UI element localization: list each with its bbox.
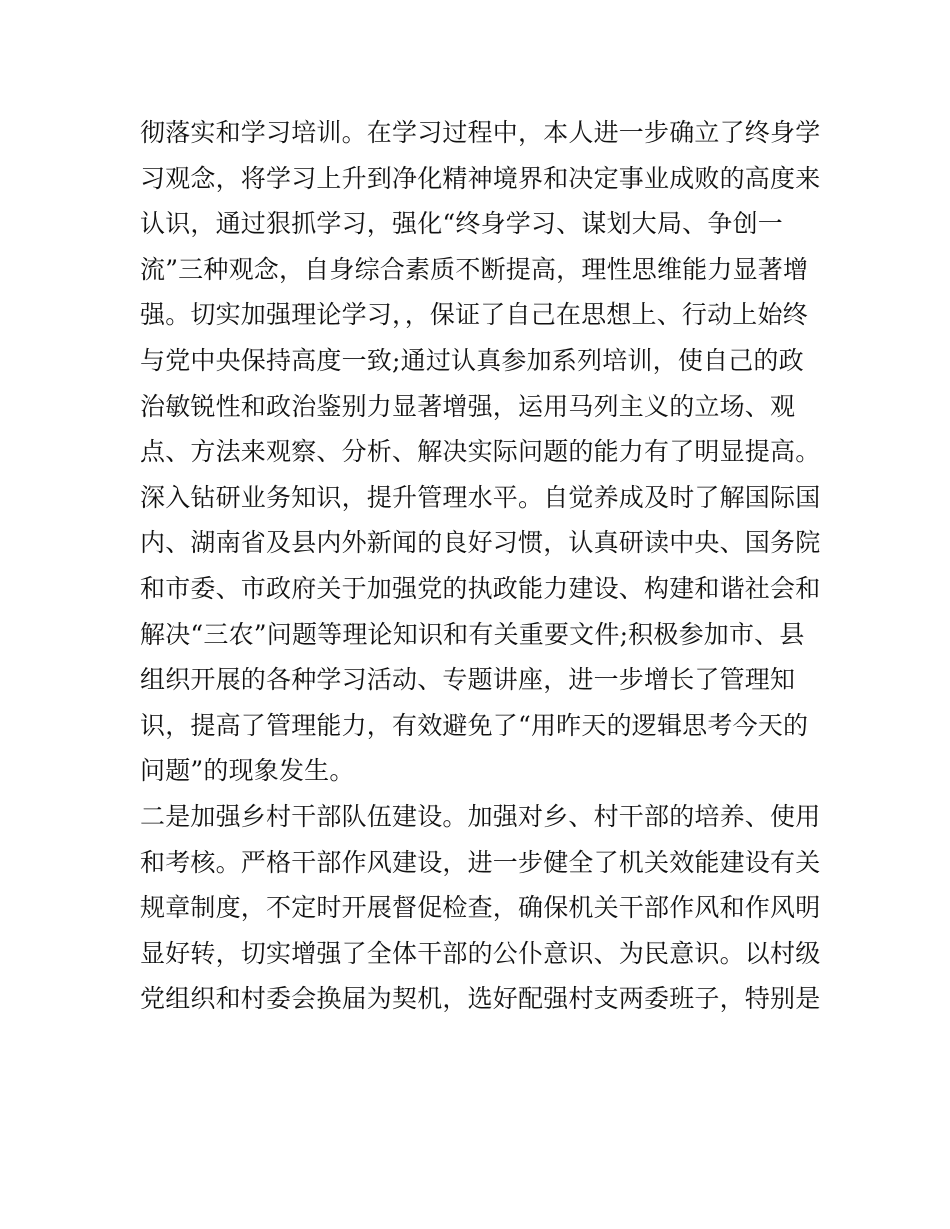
- text-line: 解决“三农”问题等理论知识和有关重要文件;积极参加市、县: [140, 619, 805, 649]
- text-line: 识，提高了管理能力，有效避免了“用昨天的逻辑思考今天的: [140, 710, 809, 740]
- text-line: 认识，通过狠抓学习，强化“终身学习、谋划大局、争创一: [140, 209, 783, 239]
- text-line: 深入钻研业务知识，提升管理水平。自觉养成及时了解国际国: [140, 482, 821, 512]
- body-text: [140, 110, 840, 1022]
- text-line: 流”三种观念，自身综合素质不断提高，理性思维能力显著增: [140, 254, 809, 284]
- text-line: 与党中央保持高度一致;通过认真参加系列培训，使自己的政: [140, 345, 804, 375]
- text-line: 和市委、市政府关于加强党的执政能力建设、构建和谐社会和: [140, 573, 821, 603]
- text-line: 治敏锐性和政治鉴别力显著增强，运用马列主义的立场、观: [140, 391, 796, 421]
- text-line: 组织开展的各种学习活动、专题讲座，进一步增长了管理知: [140, 665, 796, 695]
- text-line: 点、方法来观察、分析、解决实际问题的能力有了明显提高。: [140, 437, 821, 467]
- text-line: 规章制度，不定时开展督促检查，确保机关干部作风和作风明: [140, 893, 821, 923]
- text-line: 党组织和村委会换届为契机，选好配强村支两委班子，特别是: [140, 984, 821, 1014]
- text-line: 习观念，将学习上升到净化精神境界和决定事业成败的高度来: [140, 163, 821, 193]
- text-line: 彻落实和学习培训。在学习过程中，本人进一步确立了终身学: [140, 118, 821, 147]
- text-line: 内、湖南省及县内外新闻的良好习惯，认真研读中央、国务院: [140, 528, 821, 558]
- text-line: 显好转，切实增强了全体干部的公仆意识、为民意识。以村级: [140, 938, 821, 968]
- text-line: 问题”的现象发生。: [140, 756, 355, 786]
- text-line: 和考核。严格干部作风建设，进一步健全了机关效能建设有关: [140, 847, 821, 877]
- text-line: 二是加强乡村干部队伍建设。加强对乡、村干部的培养、使用: [140, 801, 821, 831]
- text-line: 强。切实加强理论学习，，保证了自己在思想上、行动上始终: [140, 300, 808, 330]
